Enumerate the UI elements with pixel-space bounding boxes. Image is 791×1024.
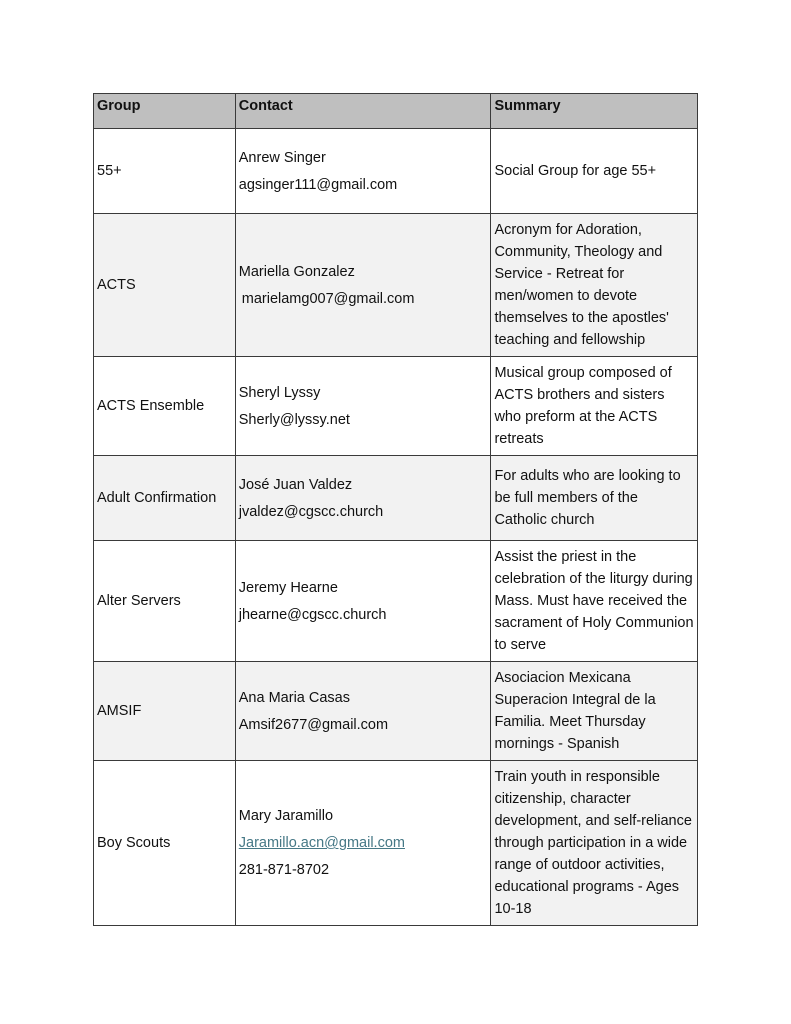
summary-cell: Acronym for Adoration, Community, Theology and Service - Retreat for men/women to devote themselves to the apostles' teaching and fellowship	[491, 214, 698, 357]
table-row	[94, 541, 698, 662]
summary-cell: Musical group composed of ACTS brothers and sisters who preform at the ACTS retreats	[491, 357, 698, 456]
summary-cell: Train youth in responsible citizenship, character development, and self-reliance through participation in a wide range of outdoor activities, educational programs - Ages 10-18	[491, 761, 698, 926]
contact-email: Amsif2677@gmail.com	[238, 716, 389, 733]
group-cell: AMSIF	[94, 662, 236, 761]
contact-email: jhearne@cgscc.church	[238, 606, 387, 623]
summary-cell: Assist the priest in the celebration of the liturgy during Mass. Must have received the sacrament of Holy Communion to serve	[491, 541, 698, 662]
contact-name: Sheryl Lyssy	[238, 384, 321, 401]
contact-name: José Juan Valdez	[238, 476, 353, 493]
header-contact: Contact	[235, 94, 491, 129]
table-row	[94, 214, 698, 357]
contact-cell	[235, 214, 491, 357]
contact-email: agsinger111@gmail.com	[238, 176, 398, 193]
group-cell: Alter Servers	[94, 541, 236, 662]
table-row	[94, 761, 698, 926]
table-row	[94, 456, 698, 541]
table-row	[94, 357, 698, 456]
contact-phone: 281-871-8702	[238, 862, 330, 878]
summary-cell: Asociacion Mexicana Superacion Integral de la Familia. Meet Thursday mornings - Spanish	[491, 662, 698, 761]
table-row	[94, 662, 698, 761]
contact-name: Ana Maria Casas	[238, 689, 350, 706]
group-cell: Boy Scouts	[94, 761, 236, 926]
contact-cell	[235, 357, 491, 456]
header-summary: Summary	[491, 94, 698, 129]
contact-cell	[235, 761, 491, 926]
contact-name: Mariella Gonzalez	[238, 263, 355, 280]
table-row	[94, 129, 698, 214]
contact-name: Jeremy Hearne	[238, 579, 338, 596]
contact-email-link[interactable]: Jaramillo.acn@gmail.com	[238, 835, 405, 851]
contact-email: Sherly@lyssy.net	[238, 411, 350, 428]
contact-name: Mary Jaramillo	[238, 808, 334, 824]
contact-cell	[235, 662, 491, 761]
group-cell: ACTS Ensemble	[94, 357, 236, 456]
contact-cell	[235, 541, 491, 662]
group-cell: ACTS	[94, 214, 236, 357]
summary-cell: Social Group for age 55+	[491, 129, 698, 214]
summary-cell: For adults who are looking to be full members of the Catholic church	[491, 456, 698, 541]
contact-name: Anrew Singer	[238, 149, 326, 166]
group-cell: Adult Confirmation	[94, 456, 236, 541]
contact-cell	[235, 456, 491, 541]
group-cell: 55+	[94, 129, 236, 214]
contact-email: jvaldez@cgscc.church	[238, 503, 384, 520]
header-group: Group	[94, 94, 236, 129]
ministry-groups-table	[93, 93, 698, 926]
table-header-row	[94, 94, 698, 129]
contact-email: marielamg007@gmail.com	[241, 290, 415, 307]
contact-cell	[235, 129, 491, 214]
